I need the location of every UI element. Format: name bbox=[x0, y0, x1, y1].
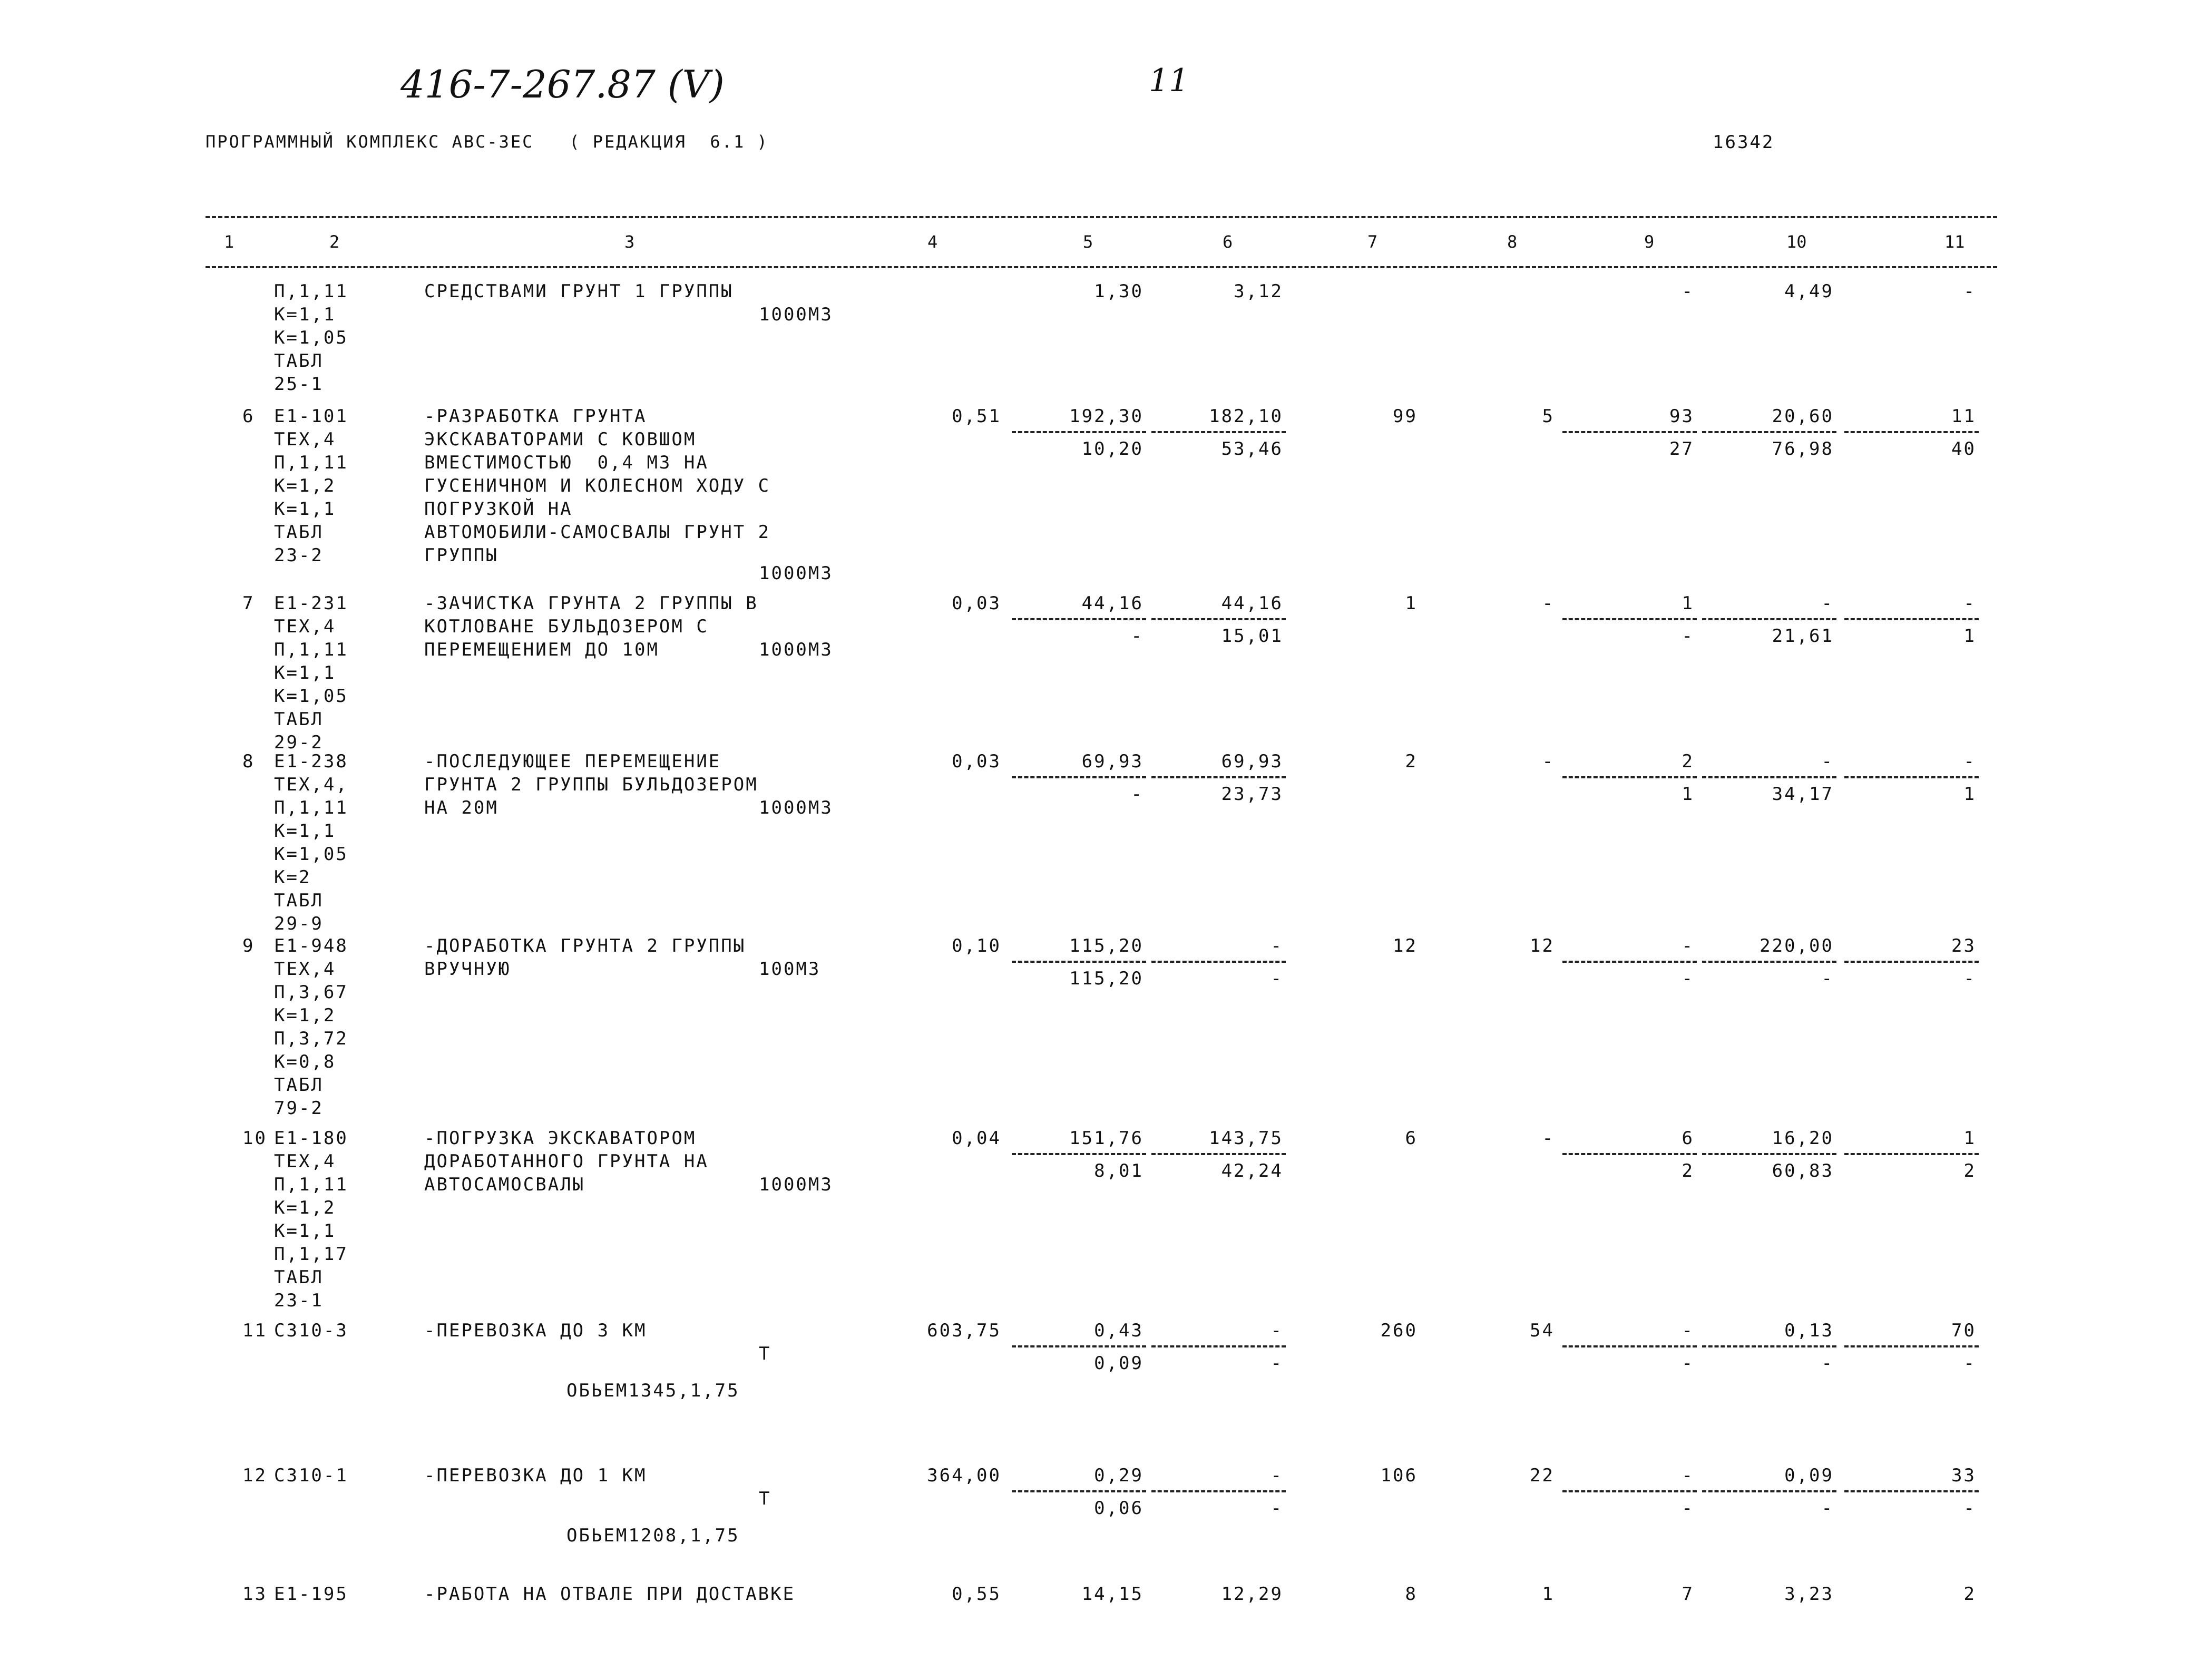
cell-c9-lower: - bbox=[1682, 626, 1694, 647]
row-description: ГУСЕНИЧНОМ И КОЛЕСНОМ ХОДУ С bbox=[424, 475, 771, 496]
row-code: ТАБЛ bbox=[274, 1267, 324, 1288]
cell-c9: 7 bbox=[1682, 1584, 1694, 1605]
cell-c9-lower: - bbox=[1682, 968, 1694, 989]
cell-c5-lower: 0,09 bbox=[1094, 1353, 1143, 1374]
cell-c7: 99 bbox=[1393, 406, 1418, 427]
column-header: 7 bbox=[1367, 232, 1378, 252]
row-code: К=1,05 bbox=[274, 844, 348, 865]
cell-c6-lower: 15,01 bbox=[1221, 626, 1283, 647]
document-code: 416-7-267.87 (V) bbox=[400, 62, 725, 106]
row-description: ГРУППЫ bbox=[424, 545, 499, 566]
table-header-rule bbox=[206, 266, 1997, 268]
program-title: ПРОГРАММНЫЙ КОМПЛЕКС АВС-3ЕС ( РЕДАКЦИЯ 6.1 ) bbox=[206, 132, 769, 152]
cell-c11-lower: 1 bbox=[1963, 626, 1976, 647]
cell-c9-lower: 27 bbox=[1669, 438, 1694, 460]
row-code: К=1,2 bbox=[274, 1005, 336, 1026]
cell-c5: 0,29 bbox=[1094, 1465, 1143, 1486]
cell-separator bbox=[1151, 776, 1286, 778]
cell-c10: 0,09 bbox=[1784, 1465, 1834, 1486]
cell-separator bbox=[1702, 1490, 1836, 1492]
row-code: 23-2 bbox=[274, 545, 324, 566]
cell-c6-lower: 23,73 bbox=[1221, 784, 1283, 805]
cell-c9: 2 bbox=[1682, 751, 1694, 772]
row-code: ТАБЛ bbox=[274, 709, 324, 730]
cell-c6: 12,29 bbox=[1221, 1584, 1283, 1605]
cell-c4: 0,03 bbox=[952, 593, 1001, 614]
row-code: П,1,11 bbox=[274, 797, 348, 818]
row-code: ТЕХ,4 bbox=[274, 1151, 336, 1172]
cell-c8: 54 bbox=[1530, 1320, 1555, 1341]
cell-c8: - bbox=[1542, 751, 1555, 772]
cell-c11: 23 bbox=[1951, 935, 1976, 956]
cell-c4: 0,10 bbox=[952, 935, 1001, 956]
row-code: К=1,1 bbox=[274, 662, 336, 683]
cell-c9: 1 bbox=[1682, 593, 1694, 614]
row-code: Е1-195 bbox=[274, 1584, 348, 1605]
column-header: 3 bbox=[624, 232, 635, 252]
row-code: Е1-238 bbox=[274, 751, 348, 772]
cell-separator bbox=[1844, 1490, 1979, 1492]
cell-c5: 151,76 bbox=[1069, 1128, 1143, 1149]
cell-c10-lower: 76,98 bbox=[1772, 438, 1834, 460]
cell-c7: 2 bbox=[1405, 751, 1418, 772]
cell-c11: 2 bbox=[1963, 1584, 1976, 1605]
row-description: СРЕДСТВАМИ ГРУНТ 1 ГРУППЫ bbox=[424, 281, 734, 302]
cell-c11-lower: 40 bbox=[1951, 438, 1976, 460]
cell-c8: - bbox=[1542, 1128, 1555, 1149]
cell-c10-lower: - bbox=[1821, 1353, 1834, 1374]
cell-c6-lower: - bbox=[1270, 968, 1283, 989]
cell-c6-lower: - bbox=[1270, 1353, 1283, 1374]
row-code: ТАБЛ bbox=[274, 890, 324, 911]
cell-c9: 93 bbox=[1669, 406, 1694, 427]
cell-c6-lower: - bbox=[1270, 1498, 1283, 1519]
row-code: К=2 bbox=[274, 867, 311, 888]
cell-c10: 20,60 bbox=[1772, 406, 1834, 427]
row-unit: 1000М3 bbox=[759, 639, 833, 660]
cell-c11: - bbox=[1963, 281, 1976, 302]
row-unit: Т bbox=[759, 1343, 771, 1364]
cell-separator bbox=[1562, 618, 1697, 620]
column-header: 11 bbox=[1944, 232, 1965, 252]
cell-c11-lower: - bbox=[1963, 1353, 1976, 1374]
row-description: -ДОРАБОТКА ГРУНТА 2 ГРУППЫ bbox=[424, 935, 746, 956]
row-unit: 1000М3 bbox=[759, 304, 833, 325]
row-code: К=1,05 bbox=[274, 686, 348, 707]
cell-separator bbox=[1151, 1345, 1286, 1347]
cell-c5: 115,20 bbox=[1069, 935, 1143, 956]
cell-separator bbox=[1702, 618, 1836, 620]
cell-c7: 12 bbox=[1393, 935, 1418, 956]
row-unit: 100М3 bbox=[759, 959, 821, 980]
cell-c10-lower: 34,17 bbox=[1772, 784, 1834, 805]
cell-c5: 1,30 bbox=[1094, 281, 1143, 302]
row-number: 6 bbox=[242, 406, 255, 427]
row-description: КОТЛОВАНЕ БУЛЬДОЗЕРОМ С bbox=[424, 616, 709, 637]
row-description: -ПОГРУЗКА ЭКСКАВАТОРОМ bbox=[424, 1128, 697, 1149]
row-description: ДОРАБОТАННОГО ГРУНТА НА bbox=[424, 1151, 709, 1172]
cell-c11: 1 bbox=[1963, 1128, 1976, 1149]
cell-c8: - bbox=[1542, 593, 1555, 614]
cell-separator bbox=[1844, 776, 1979, 778]
cell-separator bbox=[1151, 961, 1286, 963]
row-number: 10 bbox=[242, 1128, 267, 1149]
cell-separator bbox=[1562, 431, 1697, 433]
cell-c10: 16,20 bbox=[1772, 1128, 1834, 1149]
cell-c4: 0,55 bbox=[952, 1584, 1001, 1605]
cell-separator bbox=[1012, 431, 1146, 433]
cell-c5: 44,16 bbox=[1081, 593, 1143, 614]
row-code: П,1,11 bbox=[274, 1174, 348, 1195]
cell-c4: 0,03 bbox=[952, 751, 1001, 772]
cell-separator bbox=[1702, 431, 1836, 433]
cell-c7: 1 bbox=[1405, 593, 1418, 614]
row-number: 11 bbox=[242, 1320, 267, 1341]
cell-separator bbox=[1562, 961, 1697, 963]
row-volume: ОБЬЕМ1208,1,75 bbox=[566, 1525, 740, 1547]
row-code: Е1-948 bbox=[274, 935, 348, 956]
row-description: -РАБОТА НА ОТВАЛЕ ПРИ ДОСТАВКЕ bbox=[424, 1584, 796, 1605]
cell-separator bbox=[1012, 1345, 1146, 1347]
row-description: АВТОМОБИЛИ-САМОСВАЛЫ ГРУНТ 2 bbox=[424, 522, 771, 543]
cell-c10: 4,49 bbox=[1784, 281, 1834, 302]
cell-c8: 1 bbox=[1542, 1584, 1555, 1605]
row-number: 12 bbox=[242, 1465, 267, 1486]
row-code: С310-1 bbox=[274, 1465, 348, 1486]
cell-c4: 0,04 bbox=[952, 1128, 1001, 1149]
cell-c4: 603,75 bbox=[927, 1320, 1001, 1341]
cell-c11: 11 bbox=[1951, 406, 1976, 427]
cell-c5-lower: 0,06 bbox=[1094, 1498, 1143, 1519]
cell-c11: - bbox=[1963, 751, 1976, 772]
row-code: 29-9 bbox=[274, 913, 324, 934]
row-code: ТАБЛ bbox=[274, 1075, 324, 1096]
cell-separator bbox=[1844, 1153, 1979, 1155]
row-code: Е1-101 bbox=[274, 406, 348, 427]
row-code: П,3,72 bbox=[274, 1028, 348, 1049]
column-header: 1 bbox=[224, 232, 234, 252]
cell-separator bbox=[1151, 1490, 1286, 1492]
page-number: 11 bbox=[1149, 62, 1189, 99]
cell-c5: 0,43 bbox=[1094, 1320, 1143, 1341]
row-code: К=0,8 bbox=[274, 1051, 336, 1072]
cell-c6: - bbox=[1270, 1465, 1283, 1486]
cell-c11-lower: - bbox=[1963, 1498, 1976, 1519]
row-description: -ЗАЧИСТКА ГРУНТА 2 ГРУППЫ В bbox=[424, 593, 758, 614]
row-description: ВМЕСТИМОСТЬЮ 0,4 М3 НА bbox=[424, 452, 709, 473]
row-number: 13 bbox=[242, 1584, 267, 1605]
cell-separator bbox=[1012, 618, 1146, 620]
row-description: -ПОСЛЕДУЮЩЕЕ ПЕРЕМЕЩЕНИЕ bbox=[424, 751, 721, 772]
cell-c11: - bbox=[1963, 593, 1976, 614]
row-description: АВТОСАМОСВАЛЫ bbox=[424, 1174, 585, 1195]
cell-c10: 220,00 bbox=[1760, 935, 1834, 956]
cell-c11-lower: - bbox=[1963, 968, 1976, 989]
document-id: 16342 bbox=[1713, 132, 1775, 153]
cell-separator bbox=[1844, 961, 1979, 963]
cell-separator bbox=[1151, 1153, 1286, 1155]
cell-c5: 14,15 bbox=[1081, 1584, 1143, 1605]
cell-c6-lower: 42,24 bbox=[1221, 1160, 1283, 1181]
cell-c7: 6 bbox=[1405, 1128, 1418, 1149]
row-code: К=1,2 bbox=[274, 1197, 336, 1218]
cell-separator bbox=[1012, 1490, 1146, 1492]
row-code: ТЕХ,4 bbox=[274, 616, 336, 637]
cell-c7: 260 bbox=[1380, 1320, 1418, 1341]
cell-separator bbox=[1702, 776, 1836, 778]
cell-c5-lower: 8,01 bbox=[1094, 1160, 1143, 1181]
cell-c7: 8 bbox=[1405, 1584, 1418, 1605]
column-header: 8 bbox=[1507, 232, 1518, 252]
row-unit: Т bbox=[759, 1488, 771, 1509]
cell-c9: - bbox=[1682, 281, 1694, 302]
row-code: Е1-231 bbox=[274, 593, 348, 614]
row-code: П,1,11 bbox=[274, 281, 348, 302]
cell-separator bbox=[1844, 618, 1979, 620]
row-code: К=1,1 bbox=[274, 304, 336, 325]
column-header: 2 bbox=[329, 232, 340, 252]
row-code: ТЕХ,4 bbox=[274, 429, 336, 450]
table-top-rule bbox=[206, 216, 1997, 218]
cell-c10: 0,13 bbox=[1784, 1320, 1834, 1341]
row-code: С310-3 bbox=[274, 1320, 348, 1341]
row-code: П,1,11 bbox=[274, 452, 348, 473]
row-unit: 1000М3 bbox=[759, 1174, 833, 1195]
row-code: 29-2 bbox=[274, 732, 324, 753]
cell-c6: - bbox=[1270, 1320, 1283, 1341]
cell-separator bbox=[1702, 961, 1836, 963]
cell-c9: - bbox=[1682, 935, 1694, 956]
row-description: -ПЕРЕВОЗКА ДО 3 КМ bbox=[424, 1320, 647, 1341]
cell-separator bbox=[1562, 1153, 1697, 1155]
cell-c5-lower: - bbox=[1131, 784, 1143, 805]
row-number: 7 bbox=[242, 593, 255, 614]
column-header: 5 bbox=[1083, 232, 1093, 252]
cell-separator bbox=[1844, 431, 1979, 433]
row-code: ТАБЛ bbox=[274, 522, 324, 543]
row-description: НА 20М bbox=[424, 797, 499, 818]
row-description: ГРУНТА 2 ГРУППЫ БУЛЬДОЗЕРОМ bbox=[424, 774, 758, 795]
row-number: 8 bbox=[242, 751, 255, 772]
row-code: 79-2 bbox=[274, 1098, 324, 1119]
cell-c11: 33 bbox=[1951, 1465, 1976, 1486]
cell-c10-lower: - bbox=[1821, 1498, 1834, 1519]
cell-c9-lower: 1 bbox=[1682, 784, 1694, 805]
row-description: ПОГРУЗКОЙ НА bbox=[424, 499, 573, 520]
cell-c5: 192,30 bbox=[1069, 406, 1143, 427]
cell-c6: 182,10 bbox=[1209, 406, 1283, 427]
cell-separator bbox=[1562, 1345, 1697, 1347]
cell-separator bbox=[1012, 961, 1146, 963]
cell-separator bbox=[1562, 776, 1697, 778]
cell-c9-lower: 2 bbox=[1682, 1160, 1694, 1181]
cell-separator bbox=[1012, 776, 1146, 778]
cell-c9: - bbox=[1682, 1320, 1694, 1341]
row-code: П,1,17 bbox=[274, 1244, 348, 1265]
cell-separator bbox=[1151, 618, 1286, 620]
row-number: 9 bbox=[242, 935, 255, 956]
cell-c9-lower: - bbox=[1682, 1353, 1694, 1374]
row-code: К=1,2 bbox=[274, 475, 336, 496]
cell-separator bbox=[1151, 431, 1286, 433]
cell-c6: 3,12 bbox=[1234, 281, 1283, 302]
row-code: К=1,05 bbox=[274, 327, 348, 348]
cell-c5-lower: - bbox=[1131, 626, 1143, 647]
cell-c8: 5 bbox=[1542, 406, 1555, 427]
cell-c6-lower: 53,46 bbox=[1221, 438, 1283, 460]
cell-c7: 106 bbox=[1380, 1465, 1418, 1486]
cell-c10: 3,23 bbox=[1784, 1584, 1834, 1605]
row-volume: ОБЬЕМ1345,1,75 bbox=[566, 1380, 740, 1402]
row-code: К=1,1 bbox=[274, 821, 336, 842]
cell-separator bbox=[1702, 1153, 1836, 1155]
cell-c6: 44,16 bbox=[1221, 593, 1283, 614]
cell-c10-lower: - bbox=[1821, 968, 1834, 989]
cell-separator bbox=[1012, 1153, 1146, 1155]
cell-c9: - bbox=[1682, 1465, 1694, 1486]
row-code: 23-1 bbox=[274, 1290, 324, 1311]
row-code: П,1,11 bbox=[274, 639, 348, 660]
cell-c6: 69,93 bbox=[1221, 751, 1283, 772]
cell-separator bbox=[1844, 1345, 1979, 1347]
row-code: К=1,1 bbox=[274, 1220, 336, 1242]
column-header: 9 bbox=[1644, 232, 1655, 252]
cell-c5-lower: 115,20 bbox=[1069, 968, 1143, 989]
row-description: -ПЕРЕВОЗКА ДО 1 КМ bbox=[424, 1465, 647, 1486]
cell-c11-lower: 2 bbox=[1963, 1160, 1976, 1181]
cell-c5-lower: 10,20 bbox=[1081, 438, 1143, 460]
cell-separator bbox=[1562, 1490, 1697, 1492]
row-code: ТАБЛ bbox=[274, 350, 324, 372]
cell-c4: 0,51 bbox=[952, 406, 1001, 427]
row-code: К=1,1 bbox=[274, 499, 336, 520]
cell-c10: - bbox=[1821, 751, 1834, 772]
column-header: 4 bbox=[927, 232, 938, 252]
row-code: ТЕХ,4, bbox=[274, 774, 348, 795]
row-description: ЭКСКАВАТОРАМИ С КОВШОМ bbox=[424, 429, 697, 450]
cell-c4: 364,00 bbox=[927, 1465, 1001, 1486]
cell-c10-lower: 60,83 bbox=[1772, 1160, 1834, 1181]
cell-c10: - bbox=[1821, 593, 1834, 614]
cell-c11: 70 bbox=[1951, 1320, 1976, 1341]
row-unit: 1000М3 bbox=[759, 797, 833, 818]
cell-c8: 12 bbox=[1530, 935, 1555, 956]
row-code: 25-1 bbox=[274, 374, 324, 395]
cell-c6: - bbox=[1270, 935, 1283, 956]
row-code: ТЕХ,4 bbox=[274, 959, 336, 980]
cell-c6: 143,75 bbox=[1209, 1128, 1283, 1149]
cell-c11-lower: 1 bbox=[1963, 784, 1976, 805]
cell-c5: 69,93 bbox=[1081, 751, 1143, 772]
cell-c9: 6 bbox=[1682, 1128, 1694, 1149]
row-description: ПЕРЕМЕЩЕНИЕМ ДО 10М bbox=[424, 639, 659, 660]
row-code: Е1-180 bbox=[274, 1128, 348, 1149]
row-description: -РАЗРАБОТКА ГРУНТА bbox=[424, 406, 647, 427]
column-header: 10 bbox=[1786, 232, 1807, 252]
row-code: П,3,67 bbox=[274, 982, 348, 1003]
row-description: ВРУЧНУЮ bbox=[424, 959, 511, 980]
column-header: 6 bbox=[1223, 232, 1233, 252]
cell-c10-lower: 21,61 bbox=[1772, 626, 1834, 647]
cell-c8: 22 bbox=[1530, 1465, 1555, 1486]
row-unit: 1000М3 bbox=[759, 563, 833, 584]
cell-separator bbox=[1702, 1345, 1836, 1347]
cell-c9-lower: - bbox=[1682, 1498, 1694, 1519]
